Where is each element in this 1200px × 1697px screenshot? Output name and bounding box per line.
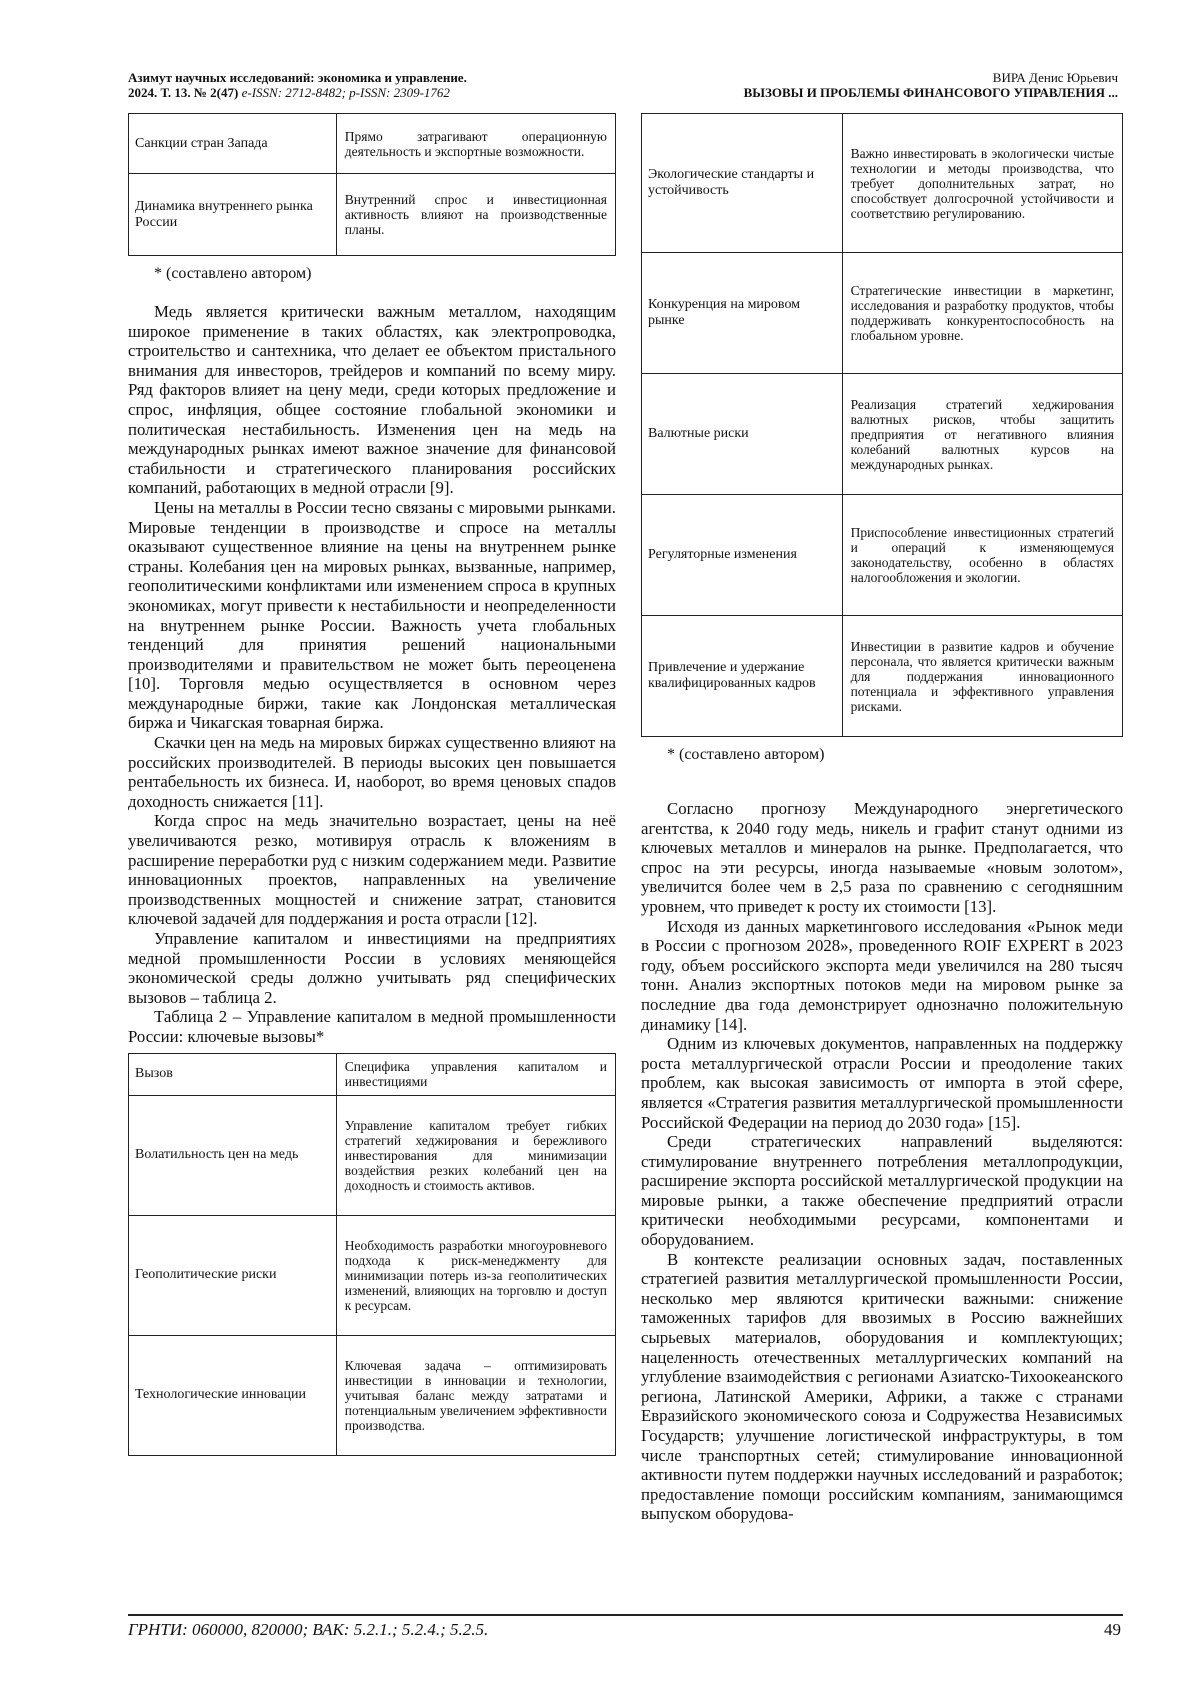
table-row: [642, 616, 1123, 737]
paragraph: Скачки цен на медь на мировых биржах существенно влияют на российских производителей. В периоды высоких цен повышается рентабельность их бизнеса. И, наоборот, во время ценовых спадов доходность снижается [11].: [128, 733, 616, 811]
table-cell-spec: Стратегические инвестиции в маркетинг, исследования и разработку продуктов, чтобы поддерживать конкурентоспособность на глобальном уровне.: [842, 253, 1122, 374]
table-row: [129, 114, 616, 174]
footer-classification-codes: ГРНТИ: 060000, 820000; ВАК: 5.2.1.; 5.2.4.; 5.2.5.: [128, 1620, 489, 1639]
table1-continuation: [128, 113, 616, 256]
table2-part2: [641, 113, 1123, 737]
page-number: 49: [1104, 1620, 1121, 1639]
table-header-spec: Специфика управления капиталом и инвестициями: [336, 1053, 615, 1095]
table-row: [642, 374, 1123, 495]
issn: e-ISSN: 2712-8482; p-ISSN: 2309-1762: [241, 85, 450, 100]
table-header-challenge: Вызов: [129, 1053, 337, 1095]
paragraph: Когда спрос на медь значительно возрастает, цены на неё увеличиваются резко, мотивируя отрасль к вложениям в расширение переработки руд с низким содержанием меди. Развитие инновационных проектов, направленных на увеличение производственных мощностей и снижение затрат, становится ключевой задачей для поддержания и роста отрасли [12].: [128, 811, 616, 929]
header-article-info: [598, 70, 1118, 100]
author-name: ВИРА Денис Юрьевич: [992, 70, 1118, 85]
table-cell-spec: Реализация стратегий хеджирования валютных рисков, чтобы защитить предприятия от негативного влияния колебаний валютных курсов на международных рынках.: [842, 374, 1122, 495]
table-row: [129, 1335, 616, 1455]
table-row: [642, 253, 1123, 374]
table-cell-challenge: Привлечение и удержание квалифицированных кадров: [642, 616, 843, 737]
article-title: ВЫЗОВЫ И ПРОБЛЕМЫ ФИНАНСОВОГО УПРАВЛЕНИЯ ...: [743, 85, 1118, 100]
table2-part1: [128, 1053, 616, 1456]
table-cell-challenge: Экологические стандарты и устойчивость: [642, 114, 843, 253]
header-journal-info: [128, 70, 648, 100]
paragraph: Управление капиталом и инвестициями на предприятиях медной промышленности России в условиях меняющейся экономической среды должно учитывать ряд специфических вызовов – таблица 2.: [128, 929, 616, 1007]
footer-divider: [128, 1614, 1123, 1616]
table-cell-desc: Внутренний спрос и инвестиционная активность влияют на производственные планы.: [336, 174, 615, 256]
table-cell-challenge: Регуляторные изменения: [642, 495, 843, 616]
right-body-text: [641, 799, 1123, 1524]
table-cell-spec: Важно инвестировать в экологически чистые технологии и методы производства, что требует дополнительных затрат, но способствует долгосрочной устойчивости и соответствию регулированию.: [842, 114, 1122, 253]
paragraph: Цены на металлы в России тесно связаны с мировыми рынками. Мировые тенденции в производстве и спросе на металлы оказывают существенное влияние на цены на внутреннем рынке страны. Колебания цен на мировых рынках, вызванные, например, геополитическими конфликтами или изменением спроса в крупных экономиках, могут привести к нестабильности и неопределенности на внутреннем рынке России. Важность учета глобальных тенденций для принятия решений национальными производителями и правительством не может быть переоценена [10]. Торговля медью осуществляется в основном через международные биржи, такие как Лондонская металлическая биржа и Чикагская товарная биржа.: [128, 497, 616, 733]
table-cell-challenge: Технологические инновации: [129, 1335, 337, 1455]
table2-note: * (составлено автором): [667, 746, 825, 763]
table-cell-factor: Санкции стран Запада: [129, 114, 337, 174]
paragraph: Одним из ключевых документов, направленных на поддержку роста металлургической отрасли России и преодоление таких проблем, как высокая зависимость от импорта в этой сфере, является «Стратегия развития металлургической промышленности Российской Федерации на период до 2030 года» [15].: [641, 1034, 1123, 1132]
table-row: [129, 1095, 616, 1215]
table-cell-challenge: Геополитические риски: [129, 1215, 337, 1335]
table1-note: * (составлено автором): [154, 265, 312, 282]
table-cell-desc: Прямо затрагивают операционную деятельность и экспортные возможности.: [336, 114, 615, 174]
left-column: [128, 113, 616, 1456]
table-cell-challenge: Валютные риски: [642, 374, 843, 495]
journal-name: Азимут научных исследований: экономика и управление.: [128, 70, 467, 85]
paragraph: В контексте реализации основных задач, поставленных стратегией развития металлургической промышленности России, несколько мер являются критически важными: снижение таможенных тарифов для ввозимых в Россию важнейших сырьевых материалов, оборудования и комплектующих; нацеленность отечественных металлургических компаний на углубление взаимодействия с регионами Азиатско-Тихоокеанского региона, Латинской Америки, Африки, а также с странами Евразийского экономического союза и Содружества Независимых Государств; улучшение логистической инфраструктуры, в том числе транспортных сетей; стимулирование инновационной активности путем поддержки научных исследований и разработок; предоставление помощи российским компаниям, занимающимся выпуском оборудова-: [641, 1249, 1123, 1524]
table-cell-spec: Инвестиции в развитие кадров и обучение персонала, что является критически важным для поддержания инновационного потенциала и эффективного управления рисками.: [842, 616, 1122, 737]
table-header-row: [129, 1053, 616, 1095]
table-row: [129, 174, 616, 256]
table-cell-spec: Приспособление инвестиционных стратегий и операций к изменяющемуся законодательству, особенно в областях налогообложения и экологии.: [842, 495, 1122, 616]
table-cell-challenge: Волатильность цен на медь: [129, 1095, 337, 1215]
paragraph: Согласно прогнозу Международного энергетического агентства, к 2040 году медь, никель и графит станут одними из ключевых металлов и минералов на рынке. Предполагается, что спрос на эти ресурсы, иногда называемые «новым золотом», увеличится более чем в 2,5 раза по сравнению с сегодняшним уровнем, что приведет к росту их стоимости [13].: [641, 799, 1123, 916]
paragraph: Исходя из данных маркетингового исследования «Рынок меди в России с прогнозом 2028», проведенного ROIF EXPERT в 2023 году, объем российского экспорта меди увеличился на 280 тысяч тонн. Анализ экспортных потоков меди на мировом рынке за последние два года демонстрирует однозначно положительную динамику [14].: [641, 916, 1123, 1034]
table-row: [642, 114, 1123, 253]
table2-caption: Таблица 2 – Управление капиталом в медной промышленности России: ключевые вызовы*: [128, 1007, 616, 1046]
table-cell-challenge: Конкуренция на мировом рынке: [642, 253, 843, 374]
table-row: [129, 1215, 616, 1335]
table-cell-spec: Ключевая задача – оптимизировать инвестиции в инновации и технологии, учитывая баланс между затратами и потенциальным увеличением эффективности производства.: [336, 1335, 615, 1455]
issue-number: 2024. Т. 13. № 2(47): [128, 85, 239, 100]
table-cell-spec: Необходимость разработки многоуровневого подхода к риск-менеджменту для минимизации потерь из-за геополитических изменений, влияющих на торговлю и доступ к ресурсам.: [336, 1215, 615, 1335]
paragraph: Среди стратегических направлений выделяются: стимулирование внутреннего потребления металлопродукции, расширение экспорта российской металлургической продукции на мировые рынки, а также обеспечение предприятий отрасли критически необходимыми ресурсами, компонентами и оборудованием.: [641, 1132, 1123, 1250]
table-cell-factor: Динамика внутреннего рынка России: [129, 174, 337, 256]
table-row: [642, 495, 1123, 616]
left-body-text: [128, 302, 616, 1047]
table-cell-spec: Управление капиталом требует гибких стратегий хеджирования и бережливого инвестирования для минимизации воздействия резких колебаний цен на доходность и стоимость активов.: [336, 1095, 615, 1215]
right-column: [641, 113, 1123, 1524]
issue-line: [128, 85, 648, 100]
paragraph: Медь является критически важным металлом, находящим широкое применение в таких областях, как электропроводка, строительство и сантехника, что делает ее объектом пристального внимания для инвесторов, трейдеров и компаний по всему миру. Ряд факторов влияет на цену меди, среди которых предложение и спрос, инфляция, общее состояние глобальной экономики и политическая нестабильность. Изменения цен на медь на международных рынках имеют важное значение для финансовой стабильности и стратегического планирования российских компаний, работающих в медной отрасли [9].: [128, 302, 616, 498]
